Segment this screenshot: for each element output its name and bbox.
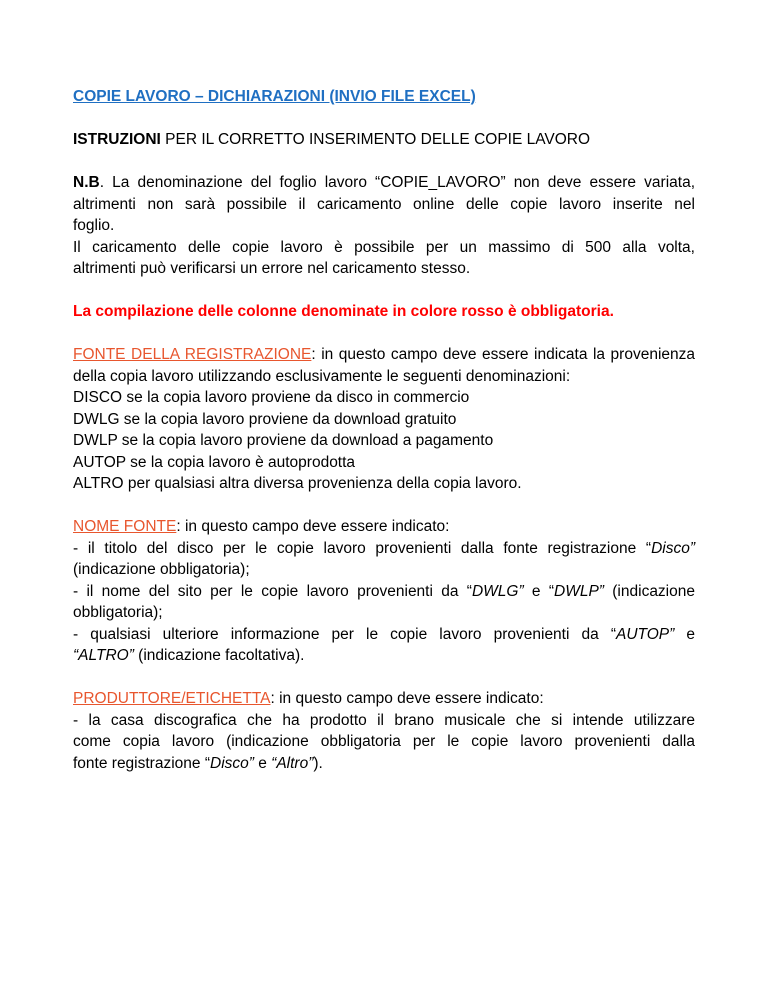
obbligatoria-text: La compilazione delle colonne denominate in colore rosso è obbligatoria. <box>73 303 614 320</box>
produttore-line-4b: Disco” <box>210 754 254 772</box>
nome-fonte-line-6a: - qualsiasi ulteriore informazione per le copie lavoro provenienti da “ <box>73 625 616 643</box>
document-body <box>73 86 695 774</box>
fonte-line-5: DWLP se la copia lavoro proviene da download a pagamento <box>73 432 494 449</box>
nome-fonte-line-6b: AUTOP” <box>616 625 675 643</box>
document-title <box>73 86 695 108</box>
fonte-line-1: : in questo campo deve essere indicata la provenienza <box>311 346 695 363</box>
fonte-line-4: DWLG se la copia lavoro proviene da download gratuito <box>73 410 457 428</box>
nb-line-5: altrimenti può verificarsi un errore nel caricamento stesso. <box>73 260 471 277</box>
produttore-line-3: come copia lavoro (indicazione obbligatoria per le copie lavoro provenienti dalla <box>73 733 695 750</box>
nome-fonte-section <box>73 516 695 667</box>
fonte-line-2: della copia lavoro utilizzando esclusivamente le seguenti denominazioni: <box>73 367 571 385</box>
nome-fonte-label: NOME FONTE <box>73 518 177 535</box>
nome-fonte-line-7b: (indicazione facoltativa). <box>133 647 305 664</box>
produttore-line-4a: fonte registrazione “ <box>73 754 210 772</box>
istruzioni-bold: ISTRUZIONI <box>73 131 161 148</box>
produttore-line-4e: ). <box>313 754 323 772</box>
istruzioni-heading <box>73 129 695 151</box>
produttore-line-4d: “Altro” <box>271 754 314 772</box>
obbligatoria-note <box>73 301 695 323</box>
nb-line-1: . La denominazione del foglio lavoro “COPIE_LAVORO” non deve essere variata, <box>99 174 695 191</box>
nb-line-2: altrimenti non sarà possibile il caricamento online delle copie lavoro inserite nel <box>73 195 695 213</box>
nome-fonte-line-1: : in questo campo deve essere indicato: <box>176 518 450 535</box>
nome-fonte-line-4d: DWLP” <box>554 582 604 600</box>
nome-fonte-line-5: obbligatoria); <box>73 604 163 621</box>
nome-fonte-line-7a: “ALTRO” <box>73 647 134 664</box>
fonte-line-3: DISCO se la copia lavoro proviene da disco in commercio <box>73 389 470 406</box>
produttore-line-2: - la casa discografica che ha prodotto il brano musicale che si intende utilizzare <box>73 711 695 729</box>
istruzioni-rest: PER IL CORRETTO INSERIMENTO DELLE COPIE LAVORO <box>160 131 591 148</box>
fonte-label: FONTE DELLA REGISTRAZIONE <box>73 346 312 363</box>
nome-fonte-line-3: (indicazione obbligatoria); <box>73 561 250 578</box>
nome-fonte-line-2a: - il titolo del disco per le copie lavoro provenienti dalla fonte registrazione “ <box>73 539 652 557</box>
nome-fonte-line-4c: e “ <box>523 582 555 600</box>
produttore-line-4c: e <box>253 754 272 772</box>
nb-line-4: Il caricamento delle copie lavoro è possibile per un massimo di 500 alla volta, <box>73 238 695 256</box>
nome-fonte-line-6c: e <box>674 625 695 643</box>
fonte-section <box>73 344 695 495</box>
nome-fonte-line-2b: Disco” <box>651 539 695 557</box>
nome-fonte-line-4b: DWLG” <box>471 582 524 600</box>
fonte-line-7: ALTRO per qualsiasi altra diversa provenienza della copia lavoro. <box>73 475 522 492</box>
nb-line-3: foglio. <box>73 217 115 234</box>
nb-paragraph <box>73 172 695 280</box>
nome-fonte-line-4e: (indicazione <box>603 582 695 600</box>
nb-label: N.B <box>73 174 100 191</box>
nome-fonte-line-4a: - il nome del sito per le copie lavoro provenienti da “ <box>73 582 472 600</box>
produttore-section <box>73 688 695 774</box>
produttore-line-1: : in questo campo deve essere indicato: <box>270 690 544 707</box>
produttore-label: PRODUTTORE/ETICHETTA <box>73 690 271 707</box>
fonte-line-6: AUTOP se la copia lavoro è autoprodotta <box>73 453 356 471</box>
document-title-text: COPIE LAVORO – DICHIARAZIONI (INVIO FILE EXCEL) <box>73 88 476 105</box>
